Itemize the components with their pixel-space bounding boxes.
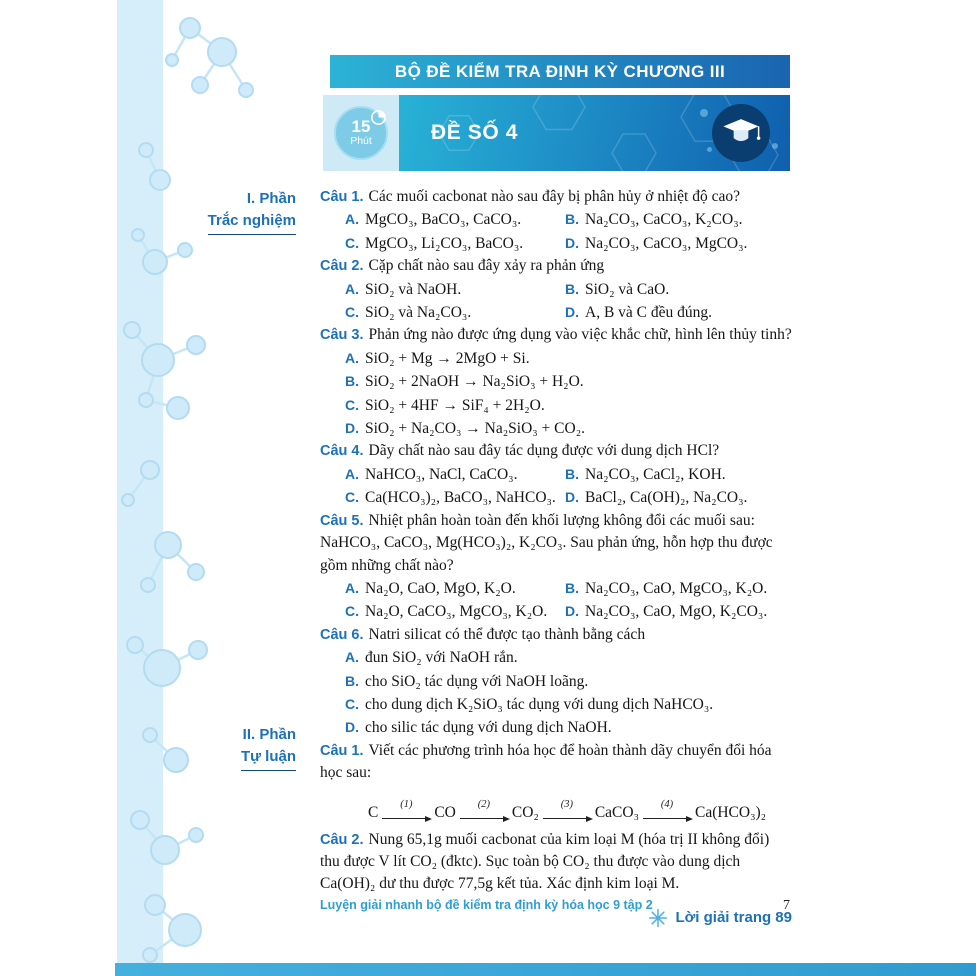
arrow-line — [460, 811, 508, 819]
part2-line2: Tự luận — [241, 746, 296, 771]
decor-dot — [700, 109, 708, 117]
option-text: SiO₂ + 2NaOH → Na₂SiO₃ + H₂O. — [365, 373, 584, 391]
arrow-line — [543, 811, 591, 819]
question-stem — [320, 740, 792, 785]
option-letter: B. — [345, 373, 359, 390]
option-text: SiO₂ + Na₂CO₃ → Na₂SiO₃ + CO₂. — [365, 420, 585, 438]
time-badge — [334, 106, 388, 160]
option-text: NaHCO₃, NaCl, CaCO₃. — [365, 465, 518, 483]
time-value: 15 — [351, 117, 371, 136]
option-letter: A. — [345, 465, 359, 482]
option-a — [345, 577, 565, 600]
option-letter: A. — [345, 349, 359, 366]
option-letter: A. — [345, 649, 359, 666]
option-c — [345, 394, 792, 417]
option-text: Na₂CO₃, CaCl₂, KOH. — [585, 465, 726, 483]
question-stem — [320, 186, 792, 208]
question-stem — [320, 324, 792, 346]
question-label: Câu 6. — [320, 626, 364, 643]
option-text: Na₂CO₃, CaCO₃, K₂CO₃. — [585, 211, 743, 229]
chapter-banner-title: BỘ ĐỀ KIỂM TRA ĐỊNH KỲ CHƯƠNG III — [394, 62, 726, 81]
question-text: Phản ứng nào được ứng dụng vào việc khắc chữ, hình lên thủy tinh? — [368, 326, 792, 344]
question-label: Câu 2. — [320, 831, 364, 848]
bottom-edge-bar — [115, 963, 976, 976]
time-unit: Phút — [350, 135, 372, 147]
option-d — [565, 600, 792, 623]
option-text: BaCl₂, Ca(OH)₂, Na₂CO₃. — [585, 489, 748, 507]
part2-line1: II. Phần — [242, 726, 296, 743]
question-stem — [320, 440, 792, 462]
question-stem — [320, 255, 792, 277]
option-a — [345, 208, 565, 231]
chapter-banner — [330, 55, 790, 88]
option-letter: B. — [345, 672, 359, 689]
options — [320, 347, 792, 441]
options — [320, 463, 792, 510]
question-6 — [320, 624, 792, 740]
solution-link-text: Lời giải trang 89 — [675, 909, 792, 927]
option-d — [345, 417, 792, 440]
question-text: Cặp chất nào sau đây xảy ra phản ứng — [368, 257, 605, 275]
option-letter: B. — [565, 280, 579, 297]
option-text: Ca(HCO₃)₂, BaCO₃, NaHCO₃. — [365, 489, 556, 507]
option-letter: A. — [345, 211, 359, 228]
question-text: Nung 65,1g muối cacbonat của kim loại M (hóa trị II không đổi) thu được V lít CO₂ (đktc). Sục toàn bộ CO₂ thu được vào dung dịch Ca(OH)₂ dư thu được 77,5g kết tủa. Xác định kim loại M. — [320, 830, 770, 893]
option-c — [345, 232, 565, 255]
question-4 — [320, 440, 792, 509]
decor-dot — [772, 143, 778, 149]
question-2 — [320, 255, 792, 324]
option-text: SiO₂ và CaO. — [585, 280, 670, 298]
option-text: SiO₂ và Na₂CO₃. — [365, 304, 472, 322]
question-label: Câu 2. — [320, 258, 364, 275]
question-label: Câu 4. — [320, 443, 364, 460]
side-label-part1 — [150, 188, 296, 235]
option-a — [345, 463, 565, 486]
time-badge-panel — [323, 95, 399, 171]
option-d — [345, 716, 792, 739]
option-a — [345, 646, 792, 669]
page-footer — [320, 898, 790, 914]
page-number: 7 — [783, 898, 790, 913]
option-b — [565, 577, 792, 600]
option-text: cho silic tác dụng với dung dịch NaOH. — [365, 719, 612, 737]
option-letter: B. — [565, 579, 579, 596]
decor-dot — [707, 147, 712, 152]
chain-item: C — [368, 803, 379, 821]
option-c — [345, 600, 565, 623]
option-text: Na₂CO₃, CaCO₃, MgCO₃. — [585, 234, 748, 252]
option-text: Na₂CO₃, CaO, MgCO₃, K₂O. — [585, 579, 768, 597]
option-d — [565, 301, 792, 324]
option-letter: D. — [565, 489, 579, 506]
option-text: Na₂CO₃, CaO, MgO, K₂CO₃. — [585, 603, 768, 621]
arrow-line — [643, 811, 691, 819]
essay-question-1 — [320, 740, 792, 823]
exam-content — [320, 186, 792, 928]
question-label: Câu 3. — [320, 327, 364, 344]
option-c — [345, 693, 792, 716]
option-letter: C. — [345, 304, 359, 321]
side-label-part2 — [150, 724, 296, 771]
essay-question-2 — [320, 829, 792, 896]
options — [320, 208, 792, 255]
option-letter: A. — [345, 579, 359, 596]
graduation-cap-icon — [712, 104, 770, 162]
option-b — [345, 370, 792, 393]
question-5 — [320, 510, 792, 624]
timer-pie-icon — [370, 109, 387, 126]
question-text: Các muối cacbonat nào sau đây bị phân hủy ở nhiệt độ cao? — [368, 188, 740, 205]
book-title: Luyện giải nhanh bộ đề kiểm tra định kỳ hóa học 9 tập 2 — [320, 898, 653, 912]
question-text: Nhiệt phân hoàn toàn đến khối lượng không đổi các muối sau: NaHCO₃, CaCO₃, Mg(HCO₃)₂, K₂CO₃. Sau phản ứng, hỗn hợp thu được gồm những chất nào? — [320, 511, 773, 574]
option-letter: C. — [345, 396, 359, 413]
option-c — [345, 301, 565, 324]
chain-item: CO — [434, 803, 456, 821]
option-text: cho SiO₂ tác dụng với NaOH loãng. — [365, 672, 589, 690]
question-label: Câu 1. — [320, 189, 364, 205]
option-letter: B. — [565, 211, 579, 228]
option-b — [345, 670, 792, 693]
option-text: cho dung dịch K₂SiO₃ tác dụng với dung dịch NaHCO₃. — [365, 695, 714, 713]
option-text: Na₂O, CaO, MgO, K₂O. — [365, 579, 516, 597]
option-a — [345, 347, 792, 370]
option-text: SiO₂ + 4HF → SiF₄ + 2H₂O. — [365, 396, 545, 414]
exam-title: ĐỀ SỐ 4 — [431, 121, 519, 144]
option-text: SiO₂ và NaOH. — [365, 280, 462, 298]
exam-banner — [399, 95, 790, 171]
option-text: Na₂O, CaCO₃, MgCO₃, K₂O. — [365, 603, 548, 621]
option-text: đun SiO₂ với NaOH rắn. — [365, 649, 518, 667]
option-letter: D. — [565, 603, 579, 620]
chain-item: CaCO₃ — [594, 803, 639, 821]
option-text: MgCO₃, Li₂CO₃, BaCO₃. — [365, 234, 524, 252]
option-d — [565, 486, 792, 509]
option-b — [565, 463, 792, 486]
option-text: SiO₂ + Mg → 2MgO + Si. — [365, 349, 530, 367]
option-d — [565, 232, 792, 255]
question-stem — [320, 624, 792, 646]
question-text: Viết các phương trình hóa học để hoàn thành dãy chuyển đổi hóa học sau: — [320, 741, 772, 782]
chain-item: Ca(HCO₃)₂ — [694, 803, 767, 821]
option-letter: C. — [345, 234, 359, 251]
question-3 — [320, 324, 792, 440]
option-letter: B. — [565, 465, 579, 482]
question-1 — [320, 186, 792, 255]
question-stem — [320, 829, 792, 896]
conversion-chain — [365, 789, 792, 823]
options — [320, 577, 792, 624]
option-letter: D. — [345, 719, 359, 736]
chain-arrow-2: (2) — [460, 799, 508, 823]
option-b — [565, 278, 792, 301]
chain-arrow-4: (4) — [643, 799, 691, 823]
option-letter: C. — [345, 603, 359, 620]
option-letter: D. — [345, 420, 359, 437]
part1-line2: Trắc nghiệm — [208, 210, 296, 235]
part1-line1: I. Phần — [246, 190, 296, 207]
question-stem — [320, 510, 792, 577]
options — [320, 278, 792, 325]
chain-item: CO₂ — [511, 803, 539, 821]
option-text: MgCO₃, BaCO₃, CaCO₃. — [365, 211, 522, 229]
option-letter: A. — [345, 280, 359, 297]
arrow-line — [382, 811, 430, 819]
option-text: A, B và C đều đúng. — [585, 304, 713, 322]
option-letter: C. — [345, 489, 359, 506]
chain-arrow-3: (3) — [543, 799, 591, 823]
option-c — [345, 486, 565, 509]
question-text: Dãy chất nào sau đây tác dụng được với dung dịch HCl? — [368, 442, 720, 460]
option-letter: D. — [565, 304, 579, 321]
option-letter: D. — [565, 234, 579, 251]
chain-arrow-1: (1) — [382, 799, 430, 823]
options — [320, 646, 792, 740]
option-letter: C. — [345, 695, 359, 712]
option-b — [565, 208, 792, 231]
question-label: Câu 5. — [320, 512, 364, 529]
option-a — [345, 278, 565, 301]
left-decor-band — [117, 0, 163, 963]
question-text: Natri silicat có thể được tạo thành bằng cách — [368, 625, 646, 643]
question-label: Câu 1. — [320, 742, 364, 759]
